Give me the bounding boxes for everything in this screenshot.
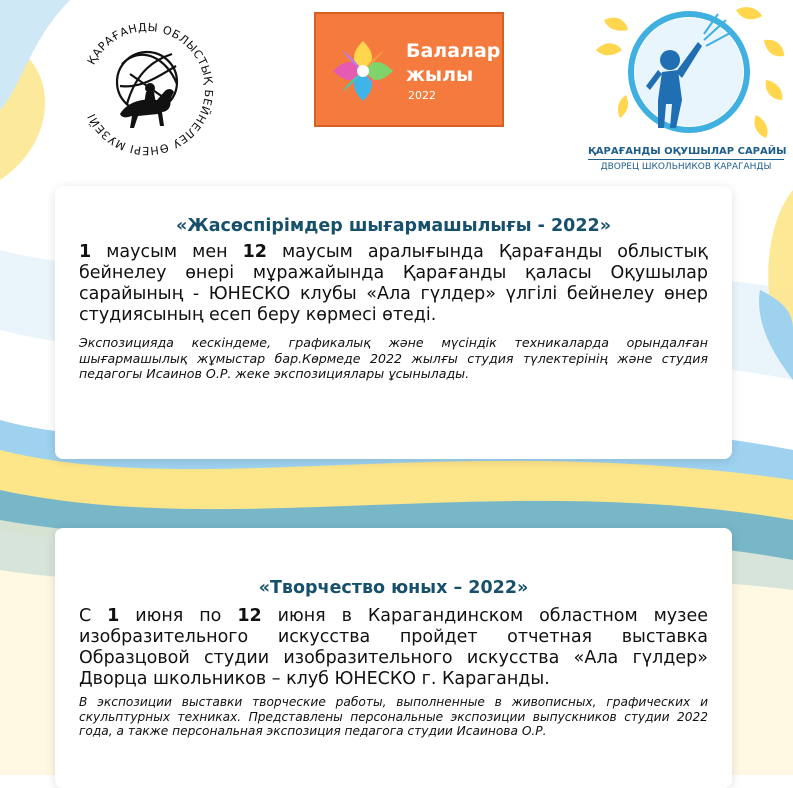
palace-logo-subtitle: ДВОРЕЦ ШКОЛЬНИКОВ КАРАГАНДЫ [600,162,772,172]
card-note-text: В экспозиции выставки творческие работы, выполненные в живописных, графических и скульптурных техниках. Представлены персональные экспозиции выпускников студии 2022 года, а также персональная экспозиция педагога студии Исаинова О.Р. [79,695,708,739]
year-logo-line1: Балалар [406,40,501,62]
card-title: «Творчество юных – 2022» [258,578,529,598]
horse-silhouette [120,83,174,128]
palace-logo [586,0,786,178]
card-lead-text [79,606,708,690]
lead-fragment: июня по [119,606,238,626]
year-logo-line2: жылы [406,64,474,86]
announcement-card-ru [55,528,732,788]
date-start: 1 [107,606,120,626]
date-start: 1 [79,242,92,262]
announcement-card-kz [55,186,732,459]
year-of-children-logo [314,12,504,127]
lead-fragment: маусым мен [91,242,243,262]
flower-emblem-icon [328,36,398,106]
card-note-text: Экспозицияда кескіндеме, графикалық және мүсіндік техникаларда орындалған шығармашылық жұмыстар бар.Көрмеде 2022 жылғы студия түлектерінің және студия педагогы Исаинов О.Р. жеке экспозициялары ұсынылады. [79,335,708,381]
card-lead-text [79,242,708,326]
lead-fragment: июня в Карагандинском областном музее изобразительного искусства пройдет отчетная выставка Образцовой студии изобразительного искусства «Ала гүлдер» Дворца школьников – клуб ЮНЕСКО г. Караганды. [79,606,708,689]
card-title: «Жасөспірімдер шығармашылығы - 2022» [175,216,612,236]
museum-ring-text: ҚАРАҒАНДЫ ОБЛЫСТЫҚ БЕЙНЕЛЕУ ӨНЕРІ МУЗЕЙІ [84,20,216,158]
palace-logo-title: ҚАРАҒАНДЫ ОҚУШЫЛАР САРАЙЫ [588,146,784,160]
date-end: 12 [242,242,267,262]
date-end: 12 [237,606,262,626]
year-logo-year: 2022 [408,89,436,102]
lead-fragment: С [79,606,108,626]
museum-logo [72,14,222,164]
lead-fragment: маусым аралығында Қарағанды облыстық бейнелеу өнері мұражайында Қарағанды қаласы Оқушылар сарайының - ЮНЕСКО клубы «Ала гүлдер» үлгілі бейнелеу өнер студиясының есеп беру көрмесі өтеді. [79,242,708,325]
child-sun-emblem-icon [586,0,786,145]
